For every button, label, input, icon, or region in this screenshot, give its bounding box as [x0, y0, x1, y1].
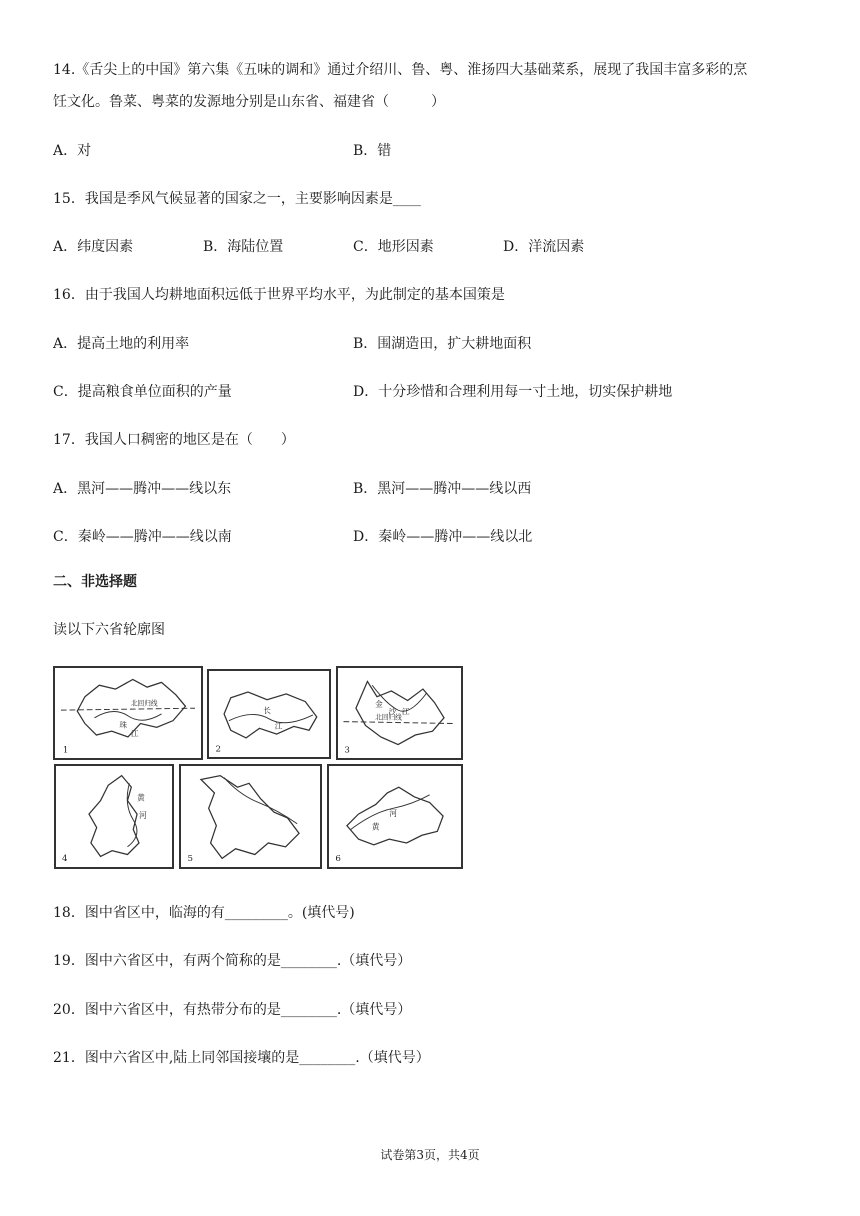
map-panel-1 [53, 666, 203, 760]
map-3-label-tropic: 北回归线 [375, 713, 402, 722]
map-2-label-jiang: 江 [274, 721, 283, 731]
question-16-option-c[interactable]: C．提高粮食单位面积的产量 [53, 384, 232, 400]
question-15-option-b[interactable]: B．海陆位置 [203, 239, 284, 255]
question-14-stem-line2: 饪文化。鲁菜、粤菜的发源地分别是山东省、福建省（ ） [53, 94, 445, 110]
section-2-intro: 读以下六省轮廓图 [53, 622, 165, 638]
question-16-option-d[interactable]: D．十分珍惜和合理利用每一寸土地，切实保护耕地 [353, 384, 673, 400]
map-1-label-tropic: 北回归线 [130, 699, 158, 708]
map-panel-6 [327, 764, 463, 869]
map-panel-5 [179, 764, 322, 869]
question-17-option-c[interactable]: C．秦岭——腾冲——线以南 [53, 529, 232, 545]
map-4-number: 4 [62, 854, 68, 865]
question-14-option-a[interactable]: A．对 [53, 143, 92, 159]
question-20: 20．图中六省区中，有热带分布的是________.（填代号） [53, 1002, 412, 1018]
question-17-option-d[interactable]: D．秦岭——腾冲——线以北 [353, 529, 533, 545]
map-3-label-sha: 沙 [388, 706, 397, 716]
question-15-option-a[interactable]: A．纬度因素 [53, 239, 134, 255]
question-17-option-a[interactable]: A．黑河——腾冲——线以东 [53, 481, 232, 497]
question-15-stem: 15．我国是季风气候显著的国家之一，主要影响因素是____ [53, 191, 421, 207]
question-14-stem-line1: 14.《舌尖上的中国》第六集《五味的调和》通过介绍川、鲁、粤、淮扬四大基础菜系，展现了我国丰富多彩的烹 [53, 62, 748, 78]
map-2-number: 2 [215, 744, 221, 755]
map-3-label-jin: 金 [375, 699, 383, 709]
page-footer: 试卷第3页，共4页 [380, 1148, 480, 1162]
question-15-option-c[interactable]: C．地形因素 [353, 239, 434, 255]
map-1-number: 1 [62, 745, 69, 756]
question-19: 19．图中六省区中，有两个简称的是________.（填代号） [53, 953, 412, 969]
section-2-title: 二、非选择题 [53, 574, 137, 590]
question-16-stem: 16．由于我国人均耕地面积远低于世界平均水平，为此制定的基本国策是 [53, 287, 505, 303]
map-6-label-huang: 黄 [371, 822, 380, 832]
question-16-option-a[interactable]: A．提高土地的利用率 [53, 336, 190, 352]
map-3-number: 3 [344, 745, 350, 756]
map-6-number: 6 [335, 854, 341, 865]
map-4-label-huang: 黄 [137, 793, 145, 803]
map-1-label-jiang: 江 [130, 728, 139, 738]
map-5-number: 5 [187, 854, 193, 865]
question-17-stem: 17．我国人口稠密的地区是在（ ） [53, 432, 295, 448]
map-4-label-he: 河 [139, 810, 147, 820]
question-21: 21．图中六省区中,陆上同邻国接壤的是________.（填代号） [53, 1050, 430, 1066]
question-16-option-b[interactable]: B．围湖造田，扩大耕地面积 [353, 336, 532, 352]
map-3-label-jiang: 江 [401, 706, 410, 716]
map-1-label-zhu: 珠 [119, 720, 128, 730]
map-panel-3 [336, 666, 463, 760]
question-18: 18．图中省区中，临海的有_________。(填代号) [53, 905, 355, 921]
question-15-option-d[interactable]: D．洋流因素 [503, 239, 585, 255]
map-6-label-he: 河 [389, 809, 397, 819]
map-panel-2 [207, 669, 331, 759]
map-panel-4 [54, 764, 174, 869]
question-14-option-b[interactable]: B．错 [353, 143, 392, 159]
map-2-label-chang: 长 [263, 706, 271, 716]
province-outline-maps [53, 664, 463, 870]
question-17-option-b[interactable]: B．黑河——腾冲——线以西 [353, 481, 532, 497]
